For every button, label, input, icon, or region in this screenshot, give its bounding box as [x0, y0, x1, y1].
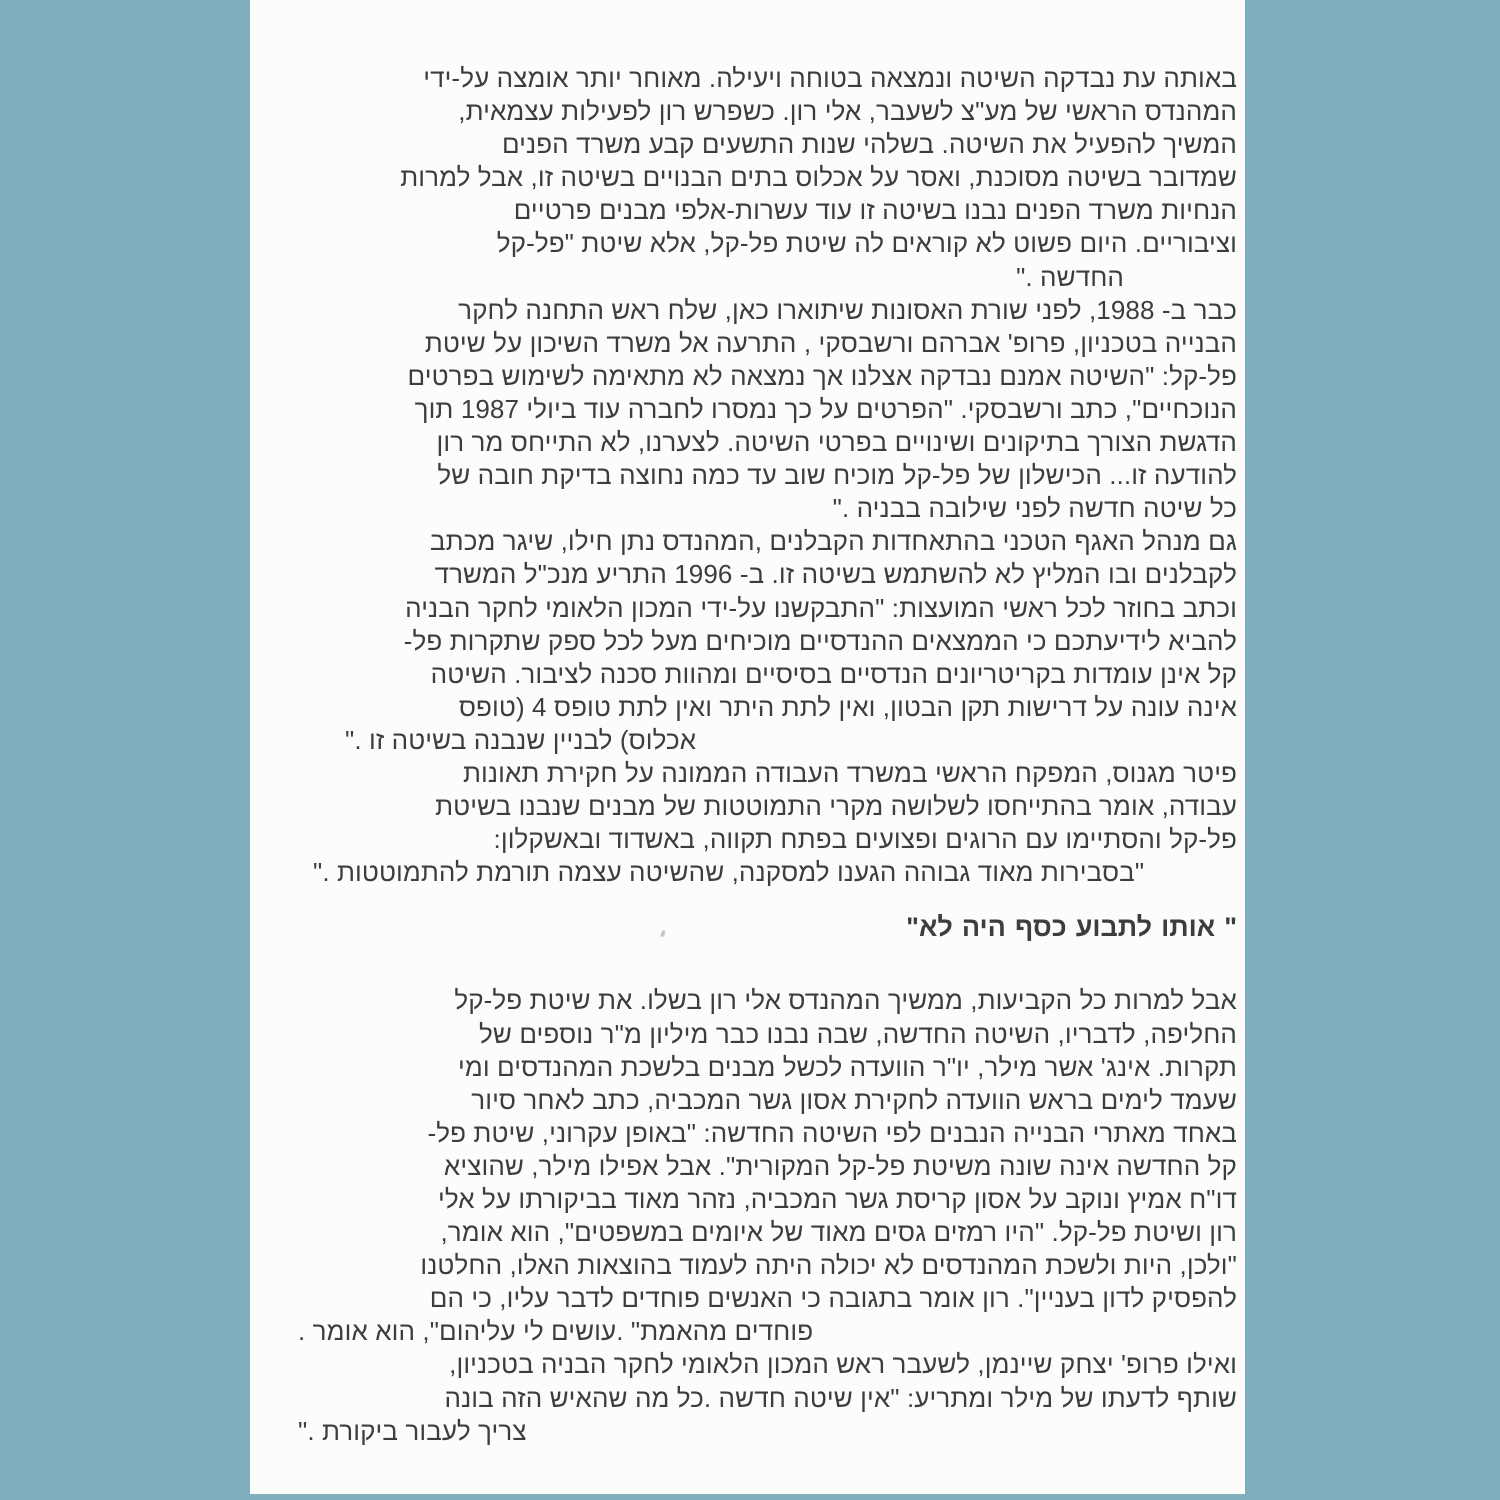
- text-line: כבר ב- 1988, לפני שורת האסונות שיתוארו כאן, שלח ראש התחנה לחקר: [458, 294, 1237, 325]
- text-line: דו"ח אמיץ ונוקב על אסון קריסת גשר המכביה, נזהר מאוד בביקורתו על אלי: [437, 1184, 1237, 1214]
- heading-word: כסף: [1014, 912, 1067, 943]
- text-line: שותף לדעתו של מילר ומתריע: "אין שיטה חדשה .כל מה שהאיש הזה בונה: [444, 1382, 1237, 1413]
- text-line: באותה עת נבדקה השיטה ונמצאה בטוחה ויעילה. מאוחר יותר אומצה על-ידי: [423, 63, 1237, 93]
- text-line: לקבלנים ובו המליץ לא להשתמש בשיטה זו. ב- 1996 התריע מנכ"ל המשרד: [434, 559, 1237, 590]
- text-line: המשיך להפעיל את השיטה. בשלהי שנות התשעים קבע משרד הפנים: [501, 129, 1237, 160]
- text-line: וציבוריים. היום פשוט לא קוראים לה שיטת פל-קל, אלא שיטת "פל-קל: [496, 228, 1237, 259]
- text-line: להביא לידיעתכם כי הממצאים ההנדסיים מוכיחים מעל לכל ספק שתקרות פל-: [403, 625, 1237, 656]
- text-line: כל שיטה חדשה לפני שילובה בבניה .": [832, 493, 1237, 524]
- paragraph-block-1: [298, 62, 1237, 889]
- text-line: פוחדים מהאמת" .עושים לי עליהום", הוא אומר .: [298, 1316, 814, 1347]
- text-line: קל אינן עומדות בקריטריונים הנדסיים בסיסיים ומהוות סכנה לציבור. השיטה: [430, 658, 1237, 689]
- text-line: פל-קל והסתיימו עם הרוגים ופצועים בפתח תקווה, באשדוד ובאשקלון:: [493, 824, 1237, 855]
- text-line: להפסיק לדון בעניין". רון אומר בתגובה כי האנשים פוחדים לדבר עליו, כי הם: [429, 1283, 1237, 1314]
- text-line: קל החדשה אינה שונה משיטת פל-קל המקורית". אבל אפילו מילר, שהוציא: [443, 1150, 1237, 1181]
- text-line: אכלוס) לבניין שנבנה בשיטה זו .": [345, 724, 697, 755]
- text-line: אבל למרות כל הקביעות, ממשיך המהנדס אלי רון בשלו. את שיטת פל-קל: [454, 985, 1237, 1016]
- text-line: הנחיות משרד הפנים נבנו בשיטה זו עוד עשרות-אלפי מבנים פרטיים: [513, 195, 1237, 226]
- scanned-page: [250, 0, 1245, 1494]
- text-line: "בסבירות מאוד גבוהה הגענו למסקנה, שהשיטה עצמה תורמת להתמוטטות .": [313, 857, 1145, 888]
- heading-word: אותו: [1161, 912, 1216, 943]
- text-line: פיטר מגנוס, המפקח הראשי במשרד העבודה הממונה על חקירת תאונות: [462, 757, 1237, 788]
- text-line: "ולכן, היות ולשכת המהנדסים לא יכולה היתה לעמוד בהוצאות האלו, החלטנו: [420, 1250, 1237, 1281]
- text-line: הנוכחיים", כתב ורשבסקי. "הפרטים על כך נמסרו לחברה עוד ביולי 1987 תוך: [414, 393, 1237, 424]
- text-line: הדגשת הצורך בתיקונים ושינויים בפרטי השיטה. לצערנו, לא התייחס מר רון: [436, 427, 1237, 458]
- text-line: תקרות. אינג' אשר מילר, יו"ר הוועדה לכשל מבנים בלשכת המהנדסים ומי: [458, 1051, 1237, 1082]
- text-line: גם מנהל האגף הטכני בהתאחדות הקבלנים ,המהנדס נתן חילו, שיגר מכתב: [430, 526, 1237, 557]
- text-line: ואילו פרופ' יצחק שיינמן, לשעבר ראש המכון הלאומי לחקר הבניה בטכניון,: [449, 1349, 1237, 1380]
- text-line: הבנייה בטכניון, פרופ' אברהם ורשבסקי , התרעה אל משרד השיכון על שיטת: [424, 327, 1237, 358]
- heading-word: לתבוע: [1075, 912, 1153, 943]
- heading-word: היה: [961, 912, 1006, 943]
- text-line: עבודה, אומר בהתייחסו לשלושה מקרי התמוטטות של מבנים שנבנו בשיטת: [435, 791, 1237, 822]
- heading-word: ": [1224, 912, 1237, 943]
- text-line: פל-קל: "השיטה אמנם נבדקה אצלנו אך נמצאה לא מתאימה לשימוש בפרטים: [407, 360, 1237, 391]
- paragraph-block-2: [298, 984, 1237, 1447]
- text-line: החליפה, לדבריו, השיטה החדשה, שבה נבנו כבר מיליון מ"ר נוספים של: [479, 1018, 1237, 1049]
- text-line: באחד מאתרי הבנייה הנבנים לפי השיטה החדשה: "באופן עקרוני, שיטת פל-: [427, 1117, 1237, 1148]
- section-heading: [298, 911, 1237, 944]
- text-line: להודעה זו... הכישלון של פל-קל מוכיח שוב עד כמה נחוצה בדיקת חובה של: [437, 460, 1237, 491]
- text-line: וכתב בחוזר לכל ראשי המועצות: "התבקשנו על-ידי המכון הלאומי לחקר הבניה: [405, 592, 1237, 623]
- heading-word: "לא: [906, 912, 953, 943]
- text-line: שמדובר בשיטה מסוכנת, ואסר על אכלוס בתים הבנויים בשיטה זו, אבל למרות: [400, 162, 1237, 193]
- article-text-block: [298, 62, 1237, 1448]
- text-line: שעמד לימים בראש הוועדה לחקירת אסון גשר המכביה, כתב לאחר סיור: [471, 1084, 1237, 1115]
- text-line: רון ושיטת פל-קל. "היו רמזים גסים מאוד של איומים במשפטים", הוא אומר,: [440, 1217, 1237, 1248]
- text-line: החדשה .": [1016, 261, 1124, 292]
- text-line: צריך לעבור ביקורת .": [298, 1415, 527, 1446]
- text-line: אינה עונה על דרישות תקן הבטון, ואין לתת היתר ואין לתת טופס 4 (טופס: [458, 691, 1237, 722]
- text-line: המהנדס הראשי של מע"צ לשעבר, אלי רון. כשפרש רון לפעילות עצמאית,: [458, 96, 1237, 127]
